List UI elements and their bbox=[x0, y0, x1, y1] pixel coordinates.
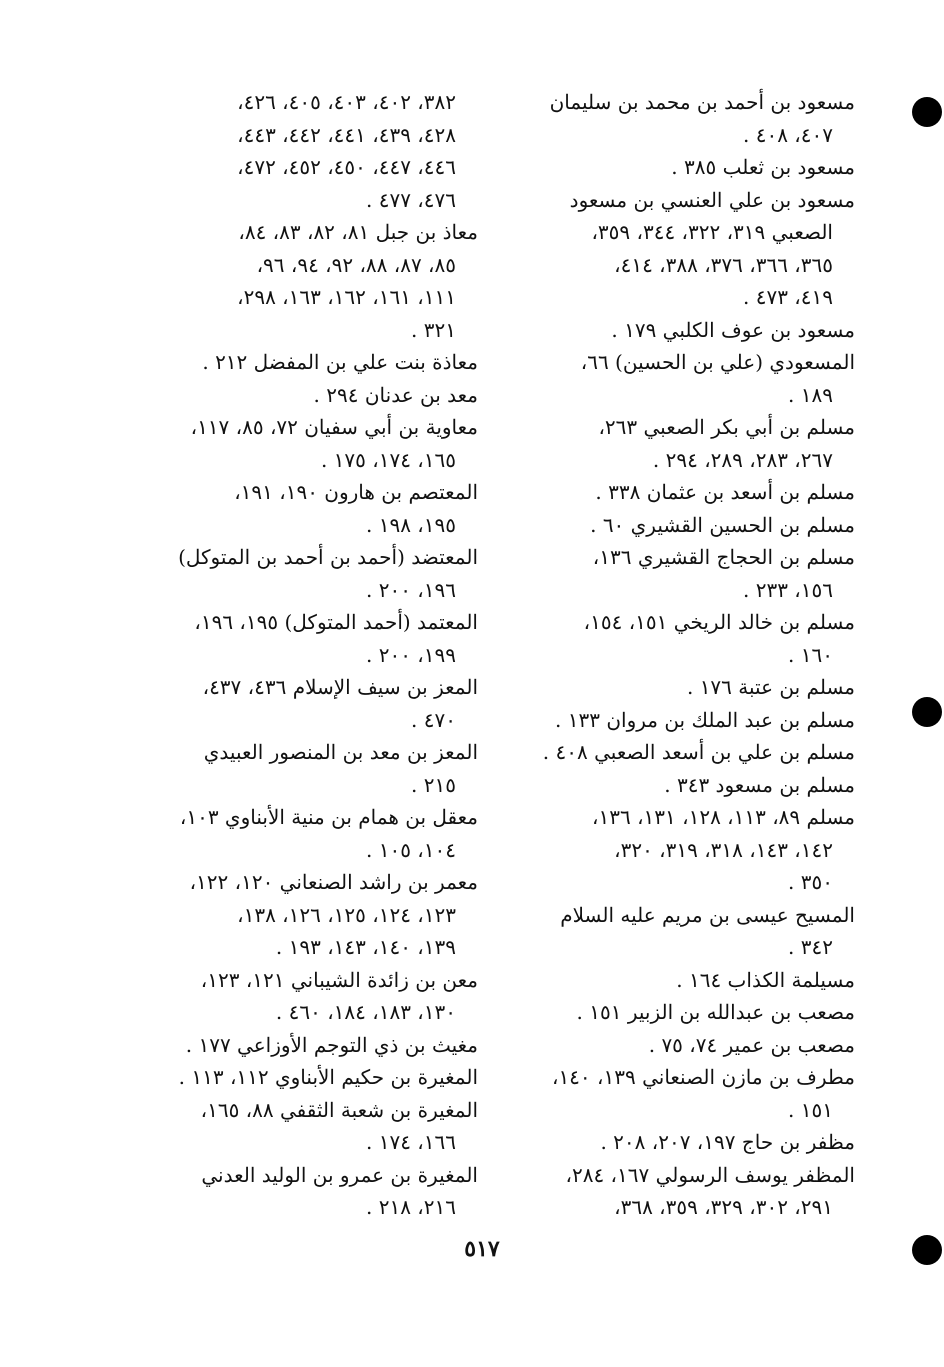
index-line: المعتصم بن هارون ١٩٠، ١٩١، bbox=[234, 480, 478, 504]
index-line: ٢٩١، ٣٠٢، ٣٢٩، ٣٥٩، ٣٦٨، bbox=[614, 1195, 833, 1219]
index-line: مسلم بن خالد الريخي ١٥١، ١٥٤، bbox=[583, 610, 855, 634]
index-line: ١٣٠، ١٨٣، ١٨٤، ٤٦٠ . bbox=[275, 1000, 456, 1024]
index-line: معاوية بن أبي سفيان ٧٢، ٨٥، ١١٧، bbox=[190, 415, 478, 439]
index-line: المغيرة بن عمرو بن الوليد العدني bbox=[201, 1162, 478, 1187]
index-line: ٢١٦، ٢١٨ . bbox=[366, 1195, 456, 1219]
index-line: مسلم بن الحجاج القشيري ١٣٦، bbox=[592, 545, 855, 569]
index-line: ٤٧٦، ٤٧٧ . bbox=[366, 187, 456, 212]
index-line: ١٠٤، ١٠٥ . bbox=[366, 837, 456, 862]
index-line: ٤٤٦، ٤٤٧، ٤٥٠، ٤٥٢، ٤٧٢، bbox=[237, 155, 456, 179]
index-line: معاذ بن جبل ٨١، ٨٢، ٨٣، ٨٤، bbox=[238, 220, 478, 244]
index-line: ٣٨٢، ٤٠٢، ٤٠٣، ٤٠٥، ٤٢٦، bbox=[237, 90, 456, 114]
index-line: معاذة بنت علي بن المفضل ٢١٢ . bbox=[202, 350, 478, 374]
binder-hole-middle bbox=[912, 697, 942, 727]
index-line: ١٥٦، ٢٣٣ . bbox=[743, 577, 833, 602]
index-line: ٢٦٧، ٢٨٣، ٢٨٩، ٢٩٤ . bbox=[652, 447, 833, 472]
index-line: ٤١٩، ٤٧٣ . bbox=[743, 285, 833, 309]
index-line: مسلم بن مسعود ٣٤٣ . bbox=[664, 772, 855, 797]
index-line: ١٦٥، ١٧٤، ١٧٥ . bbox=[320, 447, 456, 472]
index-line: المغيرة بن حكيم الأبناوي ١١٢، ١١٣ . bbox=[178, 1065, 478, 1089]
left-column bbox=[158, 86, 478, 1224]
index-line: ٤٧٠ . bbox=[411, 707, 456, 732]
index-line: المسيح عيسى بن مريم عليه السلام bbox=[560, 902, 855, 927]
index-line: مغيث بن ذي التوجم الأوزاعي ١٧٧ . bbox=[185, 1032, 478, 1057]
index-line: مسلم بن عتبة ١٧٦ . bbox=[686, 675, 855, 699]
index-line: ٤٢٨، ٤٣٩، ٤٤١، ٤٤٢، ٤٤٣، bbox=[237, 122, 456, 147]
index-line: معن بن زائدة الشيباني ١٢١، ١٢٣، bbox=[200, 967, 478, 992]
index-line: ١٨٩ . bbox=[788, 382, 833, 407]
index-line: ١٩٩، ٢٠٠ . bbox=[366, 642, 456, 667]
index-line: مسعود بن عوف الكلبي ١٧٩ . bbox=[611, 317, 855, 342]
right-column bbox=[530, 86, 855, 1224]
index-line: معد بن عدنان ٢٩٤ . bbox=[313, 382, 478, 407]
binder-hole-bottom bbox=[912, 1235, 942, 1265]
index-line: مسعود بن أحمد بن محمد بن سليمان bbox=[549, 90, 855, 114]
index-line: مسلم ٨٩، ١١٣، ١٢٨، ١٣١، ١٣٦، bbox=[592, 805, 855, 829]
index-line: ٣٦٥، ٣٦٦، ٣٧٦، ٣٨٨، ٤١٤، bbox=[614, 252, 833, 277]
index-line: معمر بن راشد الصنعاني ١٢٠، ١٢٢، bbox=[189, 870, 478, 894]
index-line: ١٦٦، ١٧٤ . bbox=[366, 1130, 456, 1154]
index-line: ١١١، ١٦١، ١٦٢، ١٦٣، ٢٩٨، bbox=[237, 285, 456, 309]
index-line: مسيلمة الكذاب ١٦٤ . bbox=[676, 967, 855, 992]
index-line: مصعب بن عبدالله بن الزبير ١٥١ . bbox=[576, 1000, 855, 1024]
index-line: المعتضد (أحمد بن أحمد بن المتوكل) bbox=[178, 545, 478, 569]
index-line: ١٦٠ . bbox=[788, 642, 833, 667]
index-line: المعز بن سيف الإسلام ٤٣٦، ٤٣٧، bbox=[202, 675, 478, 699]
index-line: مسلم بن أبي بكر الصعبي ٢٦٣، bbox=[598, 415, 855, 439]
index-line: مسلم بن عبد الملك بن مروان ١٣٣ . bbox=[555, 707, 855, 732]
index-line: ١٤٢، ١٤٣، ٣١٨، ٣١٩، ٣٢٠، bbox=[614, 837, 833, 862]
index-line: ٣٢١ . bbox=[411, 317, 456, 342]
index-line: ١٥١ . bbox=[788, 1097, 833, 1122]
index-line: ١٩٦، ٢٠٠ . bbox=[366, 577, 456, 602]
binder-hole-top bbox=[912, 97, 942, 127]
index-line: مطرف بن مازن الصنعاني ١٣٩، ١٤٠، bbox=[551, 1065, 855, 1089]
index-line: المسعودي (علي بن الحسين) ٦٦، bbox=[580, 350, 855, 374]
index-line: معقل بن همام بن منية الأبناوي ١٠٣، bbox=[179, 805, 478, 829]
index-line: المعز بن معد بن المنصور العبيدي bbox=[203, 740, 478, 764]
index-line: ٢١٥ . bbox=[411, 772, 456, 797]
index-line: مسلم بن الحسين القشيري ٦٠ . bbox=[590, 512, 855, 537]
index-line: ١٩٥، ١٩٨ . bbox=[366, 512, 456, 537]
index-line: مظفر بن حاج ١٩٧، ٢٠٧، ٢٠٨ . bbox=[600, 1130, 855, 1154]
index-line: المغيرة بن شعبة الثقفي ٨٨، ١٦٥، bbox=[200, 1097, 478, 1122]
page-number: ٥١٧ bbox=[464, 1236, 500, 1262]
index-line: مسلم بن علي بن أسعد الصعبي ٤٠٨ . bbox=[542, 740, 855, 764]
index-line: ٣٤٢ . bbox=[788, 935, 833, 959]
index-line: مسعود بن ثعلب ٣٨٥ . bbox=[671, 155, 855, 179]
index-line: ١٣٩، ١٤٠، ١٤٣، ١٩٣ . bbox=[275, 935, 456, 959]
index-line: مسعود بن علي العنسي بن مسعود bbox=[569, 187, 855, 212]
index-line: مصعب بن عمير ٧٤، ٧٥ . bbox=[648, 1032, 855, 1057]
index-line: مسلم بن أسعد بن عثمان ٣٣٨ . bbox=[595, 480, 855, 504]
index-line: المعتمد (أحمد المتوكل) ١٩٥، ١٩٦، bbox=[194, 610, 478, 634]
index-line: المظفر يوسف الرسولي ١٦٧، ٢٨٤، bbox=[565, 1162, 855, 1187]
index-line: ٤٠٧، ٤٠٨ . bbox=[743, 122, 833, 147]
index-line: ١٢٣، ١٢٤، ١٢٥، ١٢٦، ١٣٨، bbox=[237, 902, 456, 927]
index-line: ٨٥، ٨٧، ٨٨، ٩٢، ٩٤، ٩٦، bbox=[256, 252, 456, 277]
index-line: الصعبي ٣١٩، ٣٢٢، ٣٤٤، ٣٥٩، bbox=[591, 220, 833, 244]
index-line: ٣٥٠ . bbox=[788, 870, 833, 894]
